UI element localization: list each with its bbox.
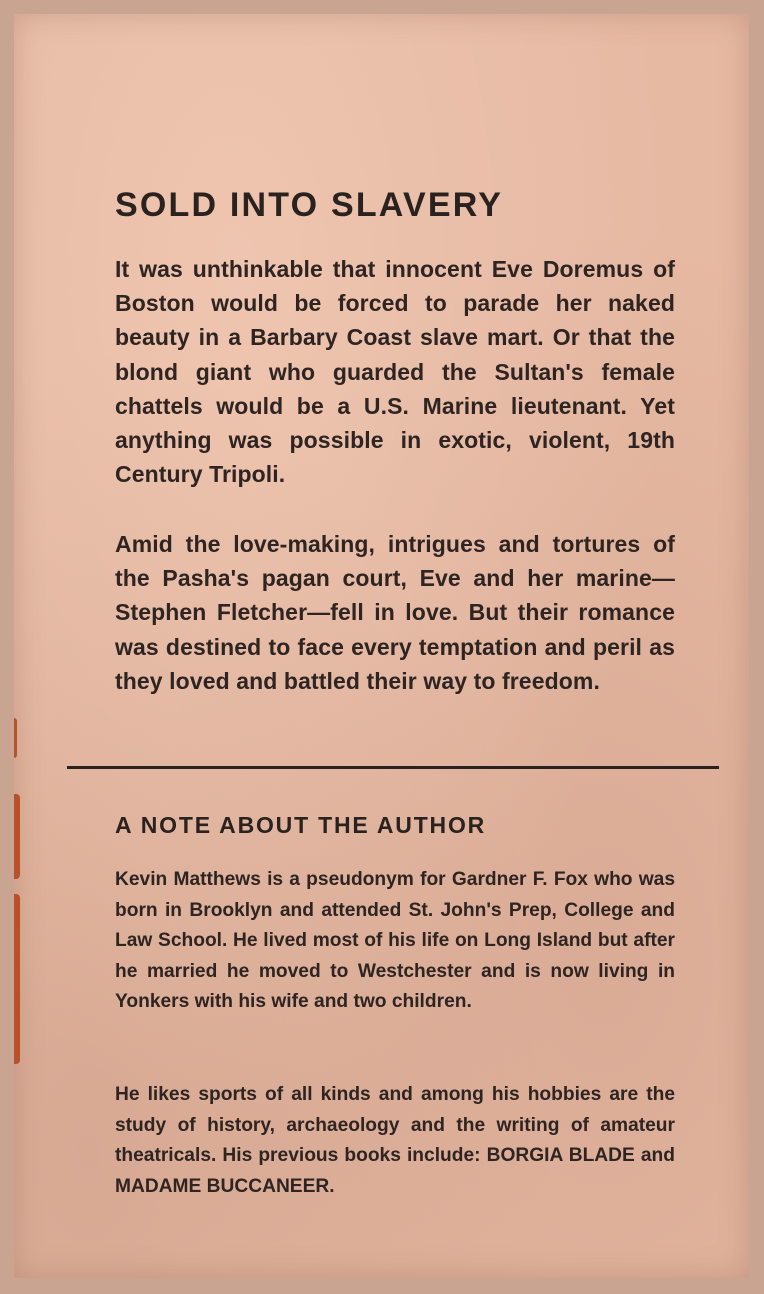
- spine-color-mark: [14, 794, 20, 879]
- blurb-heading: SOLD INTO SLAVERY: [115, 186, 504, 224]
- spine-color-mark: [14, 894, 20, 1064]
- author-note-paragraph: Kevin Matthews is a pseudonym for Gardner F. Fox who was born in Brooklyn and attended St. John's Prep, College and Law School. He lived most of his life on Long Island but after he married he moved to Westchester and is now living in Yonkers with his wife and two children.: [115, 869, 675, 1013]
- blurb-paragraph: It was unthinkable that innocent Eve Doremus of Boston would be forced to parade her naked beauty in a Barbary Coast slave mart. Or that the blond giant who guarded the Sultan's female chattels would be a U.S. Marine lieutenant. Yet anything was possible in exotic, violent, 19th Century Tripoli.: [115, 256, 675, 488]
- author-note-heading: A NOTE ABOUT THE AUTHOR: [115, 812, 487, 838]
- section-divider: [67, 766, 719, 769]
- blurb-paragraph: Amid the love-making, intrigues and tortures of the Pasha's pagan court, Eve and her marine—Stephen Fletcher—fell in love. But their romance was destined to face every temptation and peril as they loved and battled their way to freedom.: [115, 531, 675, 694]
- spine-color-mark: [14, 718, 17, 758]
- author-note-paragraph: He likes sports of all kinds and among his hobbies are the study of history, archaeology and the writing of amateur theatricals. His previous books include: BORGIA BLADE and MADAME BUCCANEER.: [115, 1084, 675, 1197]
- book-back-cover: [14, 14, 749, 1278]
